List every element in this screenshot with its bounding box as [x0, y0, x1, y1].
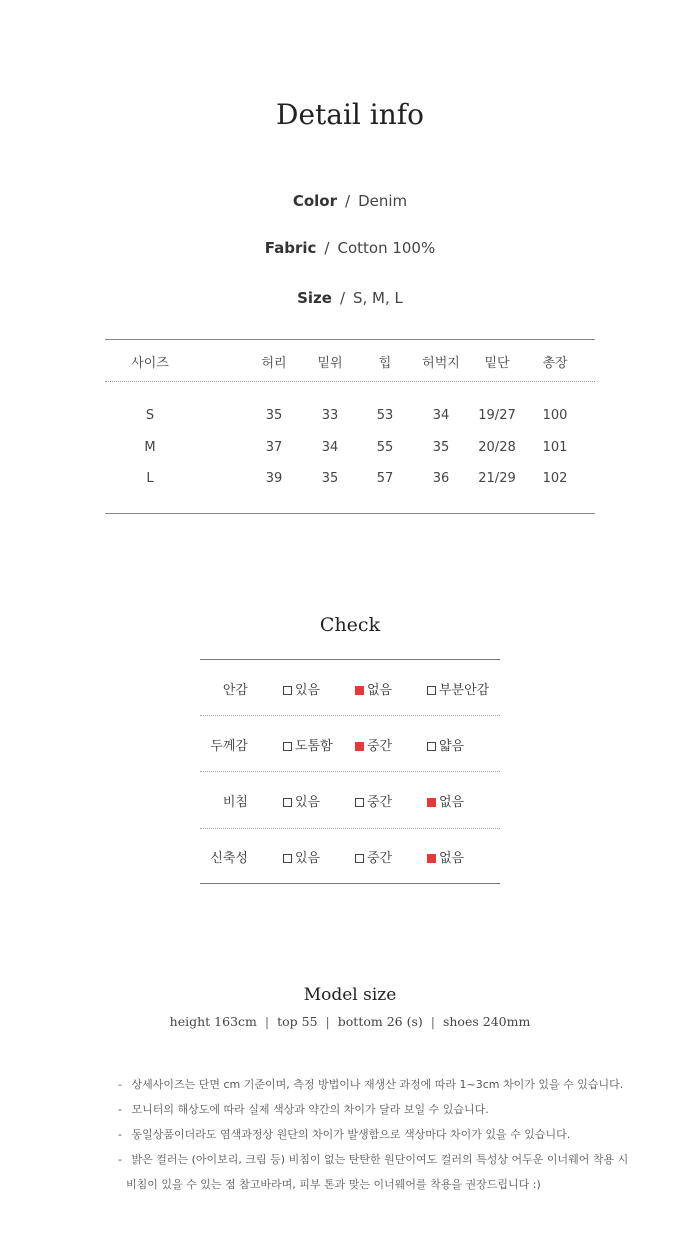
table-cell: M	[144, 440, 156, 455]
color-spec	[0, 192, 700, 210]
check-option	[283, 679, 320, 698]
note-text: 모니터의 해상도에 따라 실제 색상과 약간의 차이가 달라 보일 수 있습니다.	[131, 1103, 489, 1116]
checkbox-checked-icon	[355, 686, 364, 695]
table-cell: 36	[432, 471, 450, 486]
check-option	[355, 791, 392, 810]
checkbox-checked-icon	[427, 854, 436, 863]
table-cell: 35	[432, 440, 450, 455]
separator: /	[324, 239, 330, 257]
check-option	[283, 791, 320, 810]
check-option	[355, 735, 392, 754]
color-label: Color	[292, 192, 338, 210]
header-cell: 허리	[261, 356, 287, 371]
checkbox-checked-icon	[355, 742, 364, 751]
note-item-continued	[126, 1176, 541, 1192]
separator: /	[345, 192, 351, 210]
option-label: 중간	[367, 795, 393, 810]
table-cell: L	[146, 471, 154, 486]
table-cell: 55	[376, 440, 394, 455]
note-dash: -	[118, 1153, 122, 1166]
size-table-bottom-rule	[105, 513, 595, 514]
note-dash: -	[118, 1128, 122, 1141]
checkbox-icon	[283, 854, 292, 863]
check-row-divider	[200, 715, 500, 716]
pipe-separator: |	[325, 1014, 330, 1029]
header-cell: 총장	[542, 356, 568, 371]
fabric-value: Cotton 100%	[337, 239, 436, 257]
table-cell: 39	[265, 471, 283, 486]
check-option	[283, 735, 333, 754]
checkbox-icon	[355, 854, 364, 863]
table-cell: 21/29	[478, 471, 516, 486]
size-spec	[0, 289, 700, 307]
table-cell: 20/28	[478, 440, 516, 455]
checkbox-icon	[283, 686, 292, 695]
checkbox-icon	[427, 742, 436, 751]
note-item	[118, 1076, 623, 1092]
model-height: height 163cm	[169, 1014, 257, 1029]
fabric-label: Fabric	[264, 239, 317, 257]
check-label: 비침	[222, 795, 248, 810]
check-option	[427, 679, 489, 698]
option-label: 부분안감	[439, 683, 490, 698]
note-item	[118, 1151, 628, 1167]
option-label: 있음	[295, 851, 321, 866]
note-text: 밝은 컬러는 (아이보리, 크림 등) 비침이 없는 탄탄한 원단이여도 컬러의 특성상 어두운 이너웨어 착용 시	[131, 1153, 629, 1166]
table-cell: 34	[321, 440, 339, 455]
check-title: Check	[319, 614, 381, 636]
table-cell: 35	[321, 471, 339, 486]
size-label: Size	[297, 289, 332, 307]
table-cell: 19/27	[478, 408, 516, 423]
check-option	[427, 735, 464, 754]
header-cell: 허벅지	[422, 356, 460, 371]
check-option	[355, 847, 392, 866]
option-label: 없음	[367, 683, 393, 698]
header-cell: 밑위	[317, 356, 343, 371]
size-table-header-rule	[105, 381, 595, 382]
check-option	[283, 847, 320, 866]
model-size-title: Model size	[303, 985, 397, 1005]
model-shoes: shoes 240mm	[442, 1014, 531, 1029]
table-cell: 34	[432, 408, 450, 423]
size-table-top-rule	[105, 339, 595, 340]
pipe-separator: |	[430, 1014, 435, 1029]
check-top-rule	[200, 659, 500, 660]
table-cell: 100	[542, 408, 568, 423]
fabric-spec	[0, 239, 700, 257]
color-value: Denim	[358, 192, 408, 210]
header-cell: 사이즈	[131, 356, 169, 371]
check-row-divider	[200, 771, 500, 772]
checkbox-icon	[283, 798, 292, 807]
header-cell: 힙	[378, 356, 392, 371]
model-top: top 55	[277, 1014, 318, 1029]
model-size-line	[0, 1014, 700, 1029]
table-cell: 101	[542, 440, 568, 455]
model-bottom: bottom 26 (s)	[337, 1014, 423, 1029]
note-item	[118, 1101, 489, 1117]
check-option	[355, 679, 392, 698]
table-cell: 102	[542, 471, 568, 486]
pipe-separator: |	[264, 1014, 270, 1029]
check-label: 안감	[222, 683, 248, 698]
note-dash: -	[118, 1078, 122, 1091]
check-row-divider	[200, 828, 500, 829]
option-label: 있음	[295, 683, 321, 698]
check-option	[427, 847, 464, 866]
table-cell: 53	[376, 408, 394, 423]
table-cell: 35	[265, 408, 283, 423]
check-bottom-rule	[200, 883, 500, 884]
header-cell: 밑단	[484, 356, 510, 371]
option-label: 없음	[439, 795, 465, 810]
size-value: S, M, L	[353, 289, 403, 307]
table-cell: 37	[265, 440, 283, 455]
note-text: 비침이 있을 수 있는 점 참고바라며, 피부 톤과 맞는 이너웨어를 착용을 권장드립니다 :)	[126, 1178, 541, 1191]
checkbox-icon	[427, 686, 436, 695]
option-label: 중간	[367, 739, 393, 754]
option-label: 중간	[367, 851, 393, 866]
option-label: 있음	[295, 795, 321, 810]
option-label: 없음	[439, 851, 465, 866]
note-item	[118, 1126, 570, 1142]
check-label: 두께감	[210, 739, 248, 754]
table-cell: 57	[376, 471, 394, 486]
detail-info-title: Detail info	[276, 98, 424, 131]
separator: /	[339, 289, 345, 307]
note-text: 상세사이즈는 단면 cm 기준이며, 측정 방법이나 재생산 과정에 따라 1~3cm 차이가 있을 수 있습니다.	[131, 1078, 624, 1091]
checkbox-icon	[283, 742, 292, 751]
checkbox-checked-icon	[427, 798, 436, 807]
note-text: 동일상품이더라도 염색과정상 원단의 차이가 발생함으로 색상마다 차이가 있을 수 있습니다.	[131, 1128, 571, 1141]
check-option	[427, 791, 464, 810]
option-label: 얇음	[439, 739, 465, 754]
table-cell: 33	[321, 408, 339, 423]
note-dash: -	[118, 1103, 122, 1116]
table-cell: S	[145, 408, 155, 423]
option-label: 도톰함	[295, 739, 333, 754]
check-label: 신축성	[210, 851, 248, 866]
checkbox-icon	[355, 798, 364, 807]
